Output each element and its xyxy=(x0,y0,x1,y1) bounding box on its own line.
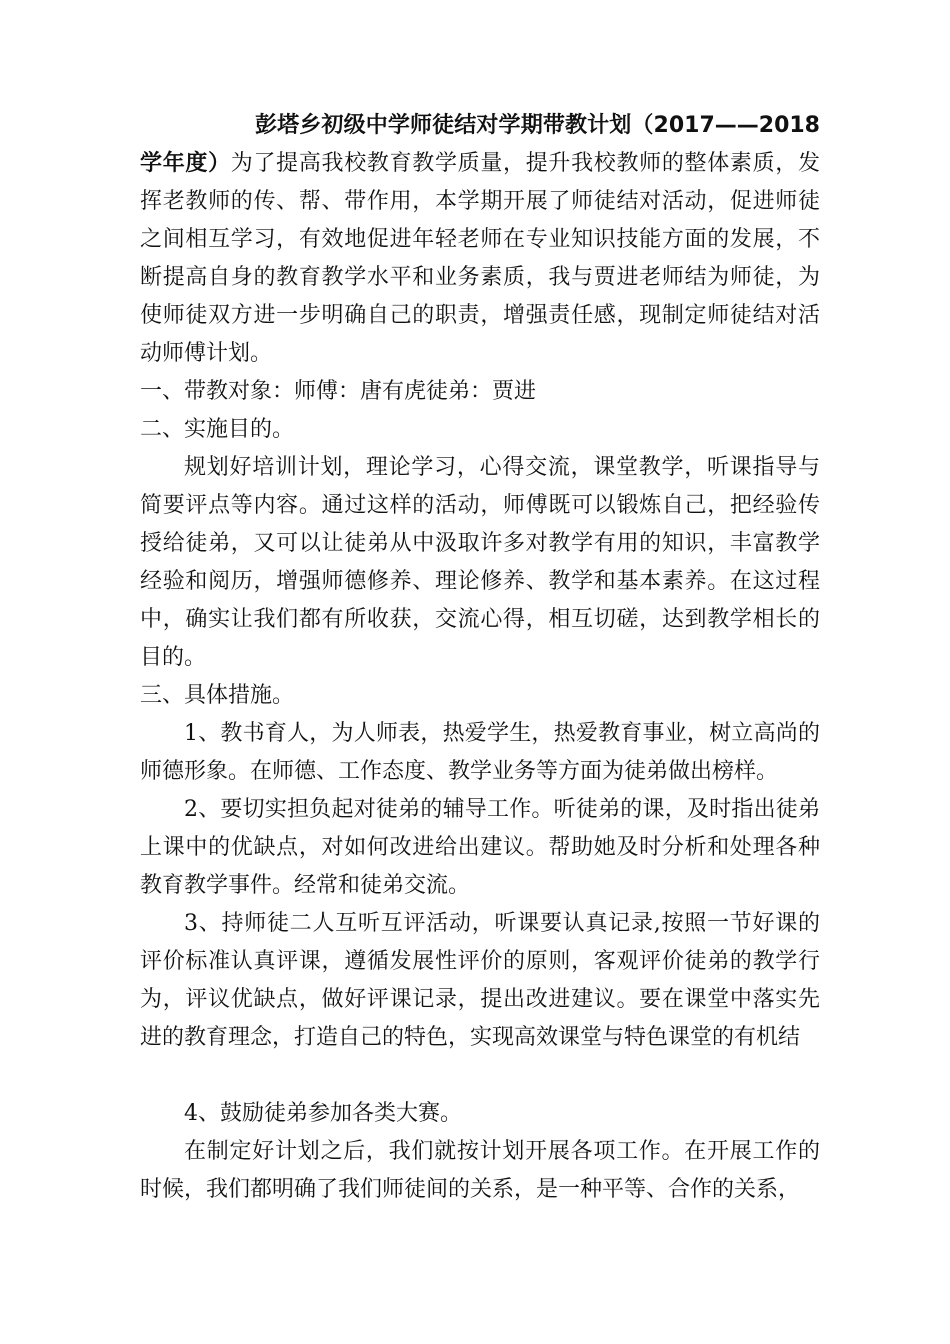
document-body xyxy=(140,107,820,1209)
measure-3: 3、持师徒二人互听互评活动，听课要认真记录,按照一节好课的评价标准认真评课，遵循发展性评价的原则，客观评价徒弟的教学行为，评议优缺点，做好评课记录，提出改进建议。要在课堂中落实先进的教育理念，打造自己的特色，实现高效课堂与特色课堂的有机结 xyxy=(140,911,820,1050)
measure-1: 1、教书育人，为人师表，热爱学生，热爱教育事业，树立高尚的师德形象。在师德、工作态度、教学业务等方面为徒弟做出榜样。 xyxy=(140,721,820,784)
intro-text: 为了提高我校教育教学质量，提升我校教师的整体素质，发挥老教师的传、帮、带作用，本学期开展了师徒结对活动，促进师徒之间相互学习，有效地促进年轻老师在专业知识技能方面的发展，不断提高自身的教育教学水平和业务素质，我与贾进老师结为师徒，为使师徒双方进一步明确自己的职责，增强责任感，现制定师徒结对活动师傅计划。 xyxy=(140,151,820,366)
section-1-heading: 一、带教对象：师傅：唐有虎徒弟：贾进 xyxy=(140,379,537,404)
intro-paragraph xyxy=(140,107,820,373)
section-2-heading: 二、实施目的。 xyxy=(140,417,295,442)
measure-4: 4、鼓励徒弟参加各类大赛。 xyxy=(184,1101,462,1126)
closing-paragraph: 在制定好计划之后，我们就按计划开展各项工作。在开展工作的时候，我们都明确了我们师徒间的关系，是一种平等、合作的关系， xyxy=(140,1139,820,1202)
document-title: 彭塔乡初级中学师徒结对学期带教计划（2017——2018学年度） xyxy=(140,113,820,176)
section-2-body: 规划好培训计划，理论学习，心得交流，课堂教学，听课指导与简要评点等内容。通过这样的活动，师傅既可以锻炼自己，把经验传授给徒弟，又可以让徒弟从中汲取许多对教学有用的知识，丰富教学经验和阅历，增强师德修养、理论修养、教学和基本素养。在这过程中，确实让我们都有所收获，交流心得，相互切磋，达到教学相长的目的。 xyxy=(140,455,820,670)
section-3-heading: 三、具体措施。 xyxy=(140,683,295,708)
measure-2: 2、要切实担负起对徒弟的辅导工作。听徒弟的课，及时指出徒弟上课中的优缺点，对如何改进给出建议。帮助她及时分析和处理各种教育教学事件。经常和徒弟交流。 xyxy=(140,797,820,898)
